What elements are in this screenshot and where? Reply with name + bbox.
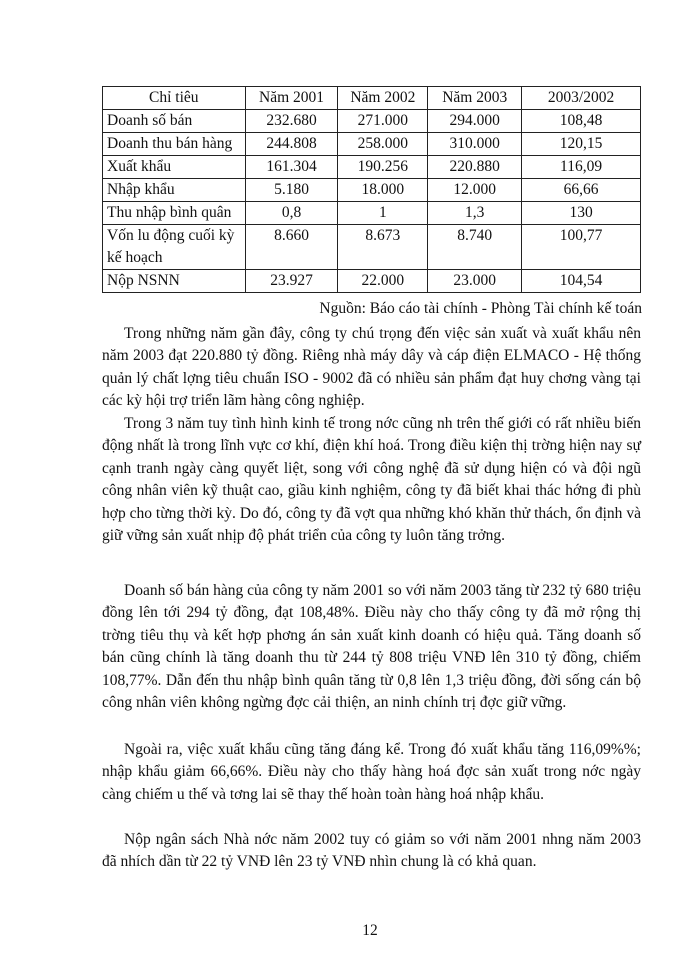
table-row bbox=[103, 156, 641, 179]
table-cell: 8.740 bbox=[428, 225, 522, 270]
table-row bbox=[103, 110, 641, 133]
table-header-row bbox=[103, 87, 641, 110]
row-label: Doanh thu bán hàng bbox=[103, 133, 246, 156]
paragraph-state-budget: Nộp ngân sách Nhà nớc năm 2002 tuy có giảm so với năm 2001 nhng năm 2003 đã nhích dần từ 22 tỷ VNĐ lên 23 tỷ VNĐ nhìn chung là có khả quan. bbox=[102, 831, 641, 871]
row-label: Nhập khẩu bbox=[103, 179, 246, 202]
table-cell: 104,54 bbox=[522, 270, 641, 293]
table-cell: 294.000 bbox=[428, 110, 522, 133]
column-header-2001: Năm 2001 bbox=[245, 87, 338, 110]
table-cell: 23.927 bbox=[245, 270, 338, 293]
table-cell: 0,8 bbox=[245, 202, 338, 225]
table-row bbox=[103, 179, 641, 202]
table-cell: 116,09 bbox=[522, 156, 641, 179]
table-cell: 12.000 bbox=[428, 179, 522, 202]
row-label: Thu nhập bình quân bbox=[103, 202, 246, 225]
table-cell: 232.680 bbox=[245, 110, 338, 133]
paragraph-economic-situation: Trong 3 năm tuy tình hình kinh tế trong nớc cũng nh trên thế giới có rất nhiều biến động nhất là trong lĩnh vực cơ khí, điện khí hoá. Trong điều kiện thị trờng hiện nay sự cạnh tranh ngày càng quyết liệt, song với công nghệ đã sử dụng hiện có và đội ngũ công nhân viên kỹ thuật cao, giầu kinh nghiệm, công ty đã biết khai thác hớng đi phù hợp cho từng thời kỳ. Do đó, công ty đã vợt qua những khó khăn thử thách, ổn định và giữ vững sản xuất nhịp độ phát triển của công ty luôn tăng trởng. bbox=[102, 415, 641, 545]
table-cell: 8.673 bbox=[338, 225, 428, 270]
table-cell: 18.000 bbox=[338, 179, 428, 202]
table-cell: 8.660 bbox=[245, 225, 338, 270]
table-cell: 161.304 bbox=[245, 156, 338, 179]
table-row bbox=[103, 202, 641, 225]
table-cell: 220.880 bbox=[428, 156, 522, 179]
row-label: Nộp NSNN bbox=[103, 270, 246, 293]
financial-indicators-table bbox=[102, 86, 641, 293]
row-label: Xuất khẩu bbox=[103, 156, 246, 179]
column-header-indicator: Chỉ tiêu bbox=[103, 87, 246, 110]
column-header-2003: Năm 2003 bbox=[428, 87, 522, 110]
table-row bbox=[103, 225, 641, 270]
table-cell: 120,15 bbox=[522, 133, 641, 156]
table-cell: 190.256 bbox=[338, 156, 428, 179]
table-cell: 5.180 bbox=[245, 179, 338, 202]
table-cell: 108,48 bbox=[522, 110, 641, 133]
table-cell: 66,66 bbox=[522, 179, 641, 202]
paragraph-import-export: Ngoài ra, việc xuất khẩu cũng tăng đáng kể. Trong đó xuất khẩu tăng 116,09%%; nhập khẩu giảm 66,66%. Điều này cho thấy hàng hoá đợc sản xuất trong nớc ngày càng chiếm u thế và tơng lai sẽ thay thế hoàn toàn hàng hoá nhập khẩu. bbox=[102, 741, 641, 803]
table-cell: 23.000 bbox=[428, 270, 522, 293]
page-number: 12 bbox=[362, 922, 378, 939]
table-source-note: Nguồn: Báo cáo tài chính - Phòng Tài chính kế toán bbox=[319, 300, 642, 317]
row-label: Vốn lu động cuối kỳ kế hoạch bbox=[103, 225, 246, 270]
table-cell: 1 bbox=[338, 202, 428, 225]
table-cell: 22.000 bbox=[338, 270, 428, 293]
row-label: Doanh số bán bbox=[103, 110, 246, 133]
table-cell: 271.000 bbox=[338, 110, 428, 133]
paragraph-sales-revenue: Doanh số bán hàng của công ty năm 2001 so với năm 2003 tăng từ 232 tỷ 680 triệu đồng lên tới 294 tỷ đồng, đạt 108,48%. Điều này cho thấy công ty đã mở rộng thị trờng tiêu thụ và kết hợp phơng án sản xuất kinh doanh có hiệu quả. Tăng doanh số bán cũng chính là tăng doanh thu từ 244 tỷ 808 triệu VNĐ lên 310 tỷ đồng, chiếm 108,77%. Dẫn đến thu nhập bình quân tăng từ 0,8 lên 1,3 triệu đồng, đời sống cán bộ công nhân viên không ngừng đợc cải thiện, an ninh chính trị đợc giữ vững. bbox=[102, 582, 641, 712]
table-cell: 130 bbox=[522, 202, 641, 225]
column-header-ratio: 2003/2002 bbox=[522, 87, 641, 110]
table-cell: 1,3 bbox=[428, 202, 522, 225]
table-cell: 100,77 bbox=[522, 225, 641, 270]
table-cell: 244.808 bbox=[245, 133, 338, 156]
paragraph-production-export: Trong những năm gần đây, công ty chú trọng đến việc sản xuất và xuất khẩu nên năm 2003 đạt 220.880 tỷ đồng. Riêng nhà máy dây và cáp điện ELMACO - Hệ thống quản lý chất lợng tiêu chuẩn ISO - 9002 đã có nhiều sản phẩm đạt huy chơng vàng tại các kỳ hội trợ triển lãm hàng công nghiệp. bbox=[102, 325, 641, 410]
table-cell: 310.000 bbox=[428, 133, 522, 156]
table-row bbox=[103, 270, 641, 293]
column-header-2002: Năm 2002 bbox=[338, 87, 428, 110]
table-row bbox=[103, 133, 641, 156]
table-cell: 258.000 bbox=[338, 133, 428, 156]
